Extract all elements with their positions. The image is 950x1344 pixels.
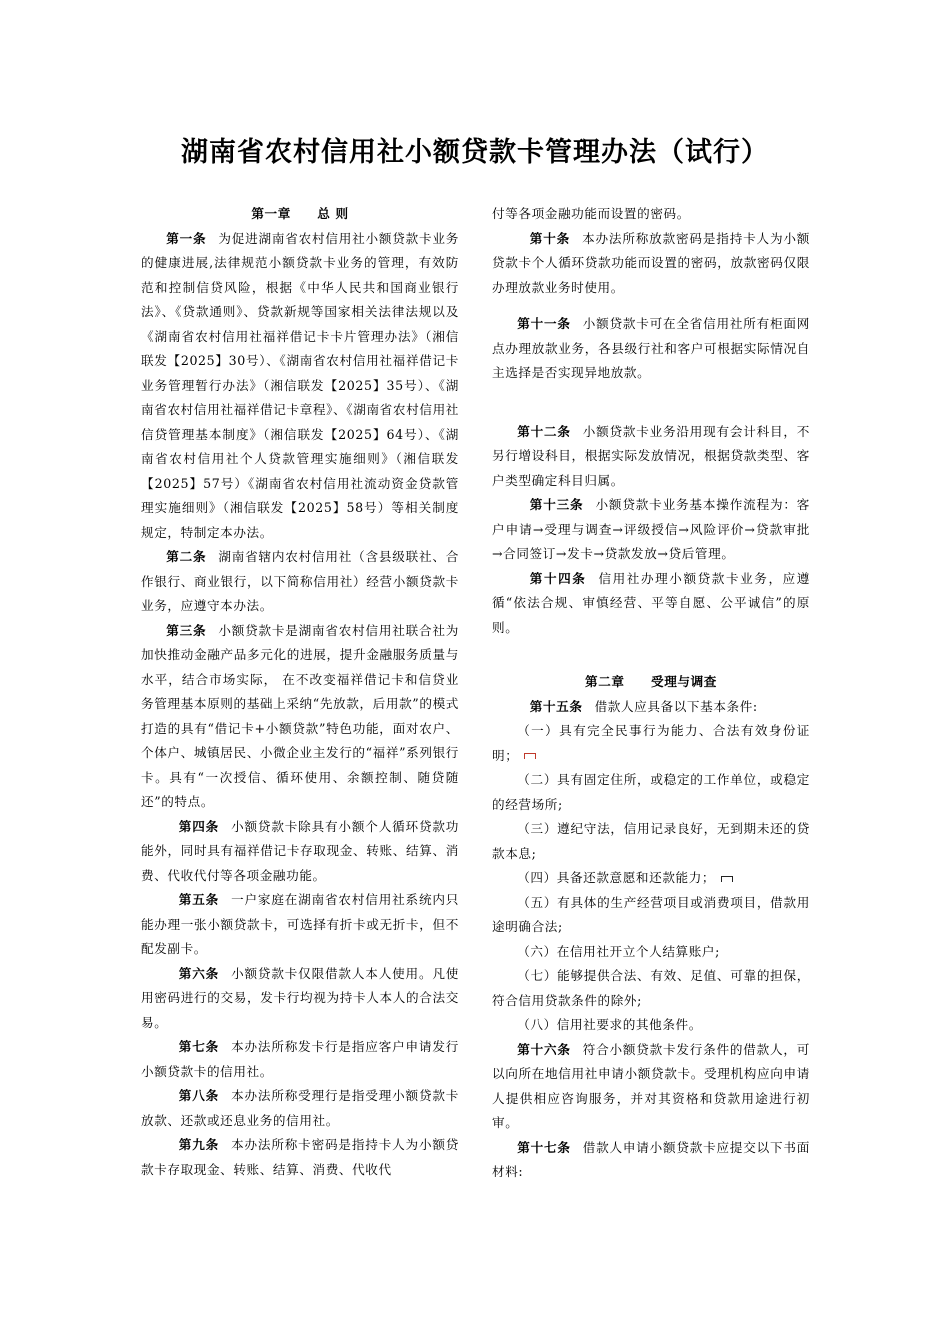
article-7 [141, 1035, 459, 1084]
condition-5: （五）有具体的生产经营项目或消费项目，借款用途明确合法; [492, 894, 810, 934]
article-12 [492, 420, 810, 494]
article-9-continued: 付等各项金融功能而设置的密码。 [492, 206, 690, 221]
article-label: 第一条 [166, 230, 207, 246]
article-label: 第七条 [178, 1039, 220, 1054]
condition-3: （三）遵纪守法，信用记录良好，无到期未还的贷款本息; [492, 821, 810, 861]
article-text: 小额贷款卡业务沿用现有会计科目，不另行增设科目，根据实际发放情况，根据贷款类型、客户类型确定科目归属。 [492, 423, 810, 488]
article-label: 第十二条 [517, 423, 571, 439]
article-label: 第十五条 [529, 698, 583, 714]
article-8 [141, 1084, 459, 1133]
article-label: 第十一条 [517, 316, 571, 331]
article-label: 第十条 [529, 230, 571, 246]
edit-mark-icon [524, 753, 536, 759]
article-text: 本办法所称发卡行是指应客户申请发行小额贷款卡的信用社。 [141, 1039, 459, 1079]
right-column [492, 202, 810, 1185]
article-13 [492, 493, 810, 567]
article-16 [492, 1038, 810, 1136]
chapter-heading: 第二章 受理与调查 [585, 674, 717, 689]
article-text: 湖南省辖内农村信用社（含县级联社、合作银行、商业银行，以下简称信用社）经营小额贷款卡业务，应遵守本办法。 [141, 549, 459, 613]
article-text: 本办法所称受理行是指受理小额贷款卡放款、还款或还息业务的信用社。 [141, 1088, 459, 1128]
article-label: 第四条 [178, 818, 220, 834]
article-label: 第九条 [178, 1137, 220, 1152]
article-text: 借款人应具备以下基本条件: [594, 698, 758, 714]
article-label: 第八条 [178, 1088, 220, 1103]
article-text: 一户家庭在湖南省农村信用社系统内只能办理一张小额贷款卡，可选择有折卡或无折卡，但不配发副卡。 [141, 892, 459, 956]
article-text: 本办法所称卡密码是指持卡人为小额贷款卡存取现金、转账、结算、消费、代收代 [141, 1137, 459, 1177]
article-14 [492, 567, 810, 641]
article-text: 小额贷款卡是湖南省农村信用社联合社为加快推动金融产品多元化的进展，提升金融服务质量与水平，结合市场实际， 在不改变福祥借记卡和信贷业务管理基本原则的基础上采纳“先放款，后用款”的模式打造的具有“借记卡+小额贷款”特色功能，面对农户、个体户、城镇居民、小微企业主发行的“福祥”系列银行卡。具有“一次授信、循环使用、余额控制、随贷随还”的特点。 [141, 622, 459, 809]
article-label: 第三条 [166, 622, 207, 638]
document-title: 湖南省农村信用社小额贷款卡管理办法（试行） [181, 137, 769, 168]
article-9 [141, 1133, 459, 1182]
article-text: 信用社办理小额贷款卡业务，应遵循“依法合规、审慎经营、平等自愿、公平诚信”的原则。 [492, 570, 810, 635]
article-text: 借款人申请小额贷款卡应提交以下书面材料: [492, 1139, 810, 1179]
article-text: 小额贷款卡业务基本操作流程为：客户申请→受理与调查→评级授信→风险评价→贷款审批→合同签订→发卡→贷款发放→贷后管理。 [492, 497, 810, 561]
edit-mark-icon [721, 876, 733, 882]
article-3 [141, 619, 459, 815]
article-17 [492, 1136, 810, 1185]
condition-8: （八）信用社要求的其他条件。 [517, 1017, 702, 1032]
condition-2: （二）具有固定住所，或稳定的工作单位，或稳定的经营场所; [492, 772, 810, 812]
article-4 [141, 815, 459, 889]
article-label: 第十六条 [517, 1041, 571, 1057]
article-label: 第十七条 [517, 1139, 571, 1155]
article-label: 第五条 [178, 892, 220, 907]
article-text: 小额贷款卡可在全省信用社所有柜面网点办理放款业务，各县级行社和客户可根据实际情况自主选择是否实现异地放款。 [492, 316, 810, 380]
condition-1 [492, 719, 810, 768]
article-text: 为促进湖南省农村信用社小额贷款卡业务的健康进展,法律规范小额贷款卡业务的管理，有效防范和控制信贷风险，根据《中华人民共和国商业银行法》、《贷款通则》、贷款新规等国家相关法律法规以及《湖南省农村信用社福祥借记卡卡片管理办法》（湘信联发【2025】30号）、《湖南省农村信用社福祥借记卡业务管理暂行办法》（湘信联发【2025】35号）、《湖南省农村信用社福祥借记卡章程》、《湖南省农村信用社信贷管理基本制度》（湘信联发【2025】64号）、《湖南省农村信用社个人贷款管理实施细则》（湘信联发【2025】57号）《湖南省农村信用社流动资金贷款管理实施细则》（湘信联发【2025】58号）等相关制度规定，特制定本办法。 [141, 230, 459, 540]
article-15 [492, 695, 810, 720]
article-text: 本办法所称放款密码是指持卡人为小额贷款卡个人循环贷款功能而设置的密码，放款密码仅限办理放款业务时使用。 [492, 230, 810, 295]
article-11 [492, 312, 810, 386]
condition-6: （六）在信用社开立个人结算账户; [517, 943, 720, 959]
condition-text: （一）具有完全民事行为能力、合法有效身份证明； [492, 723, 810, 763]
article-label: 第十四条 [529, 570, 587, 586]
article-10 [492, 227, 810, 301]
article-label: 第二条 [166, 549, 207, 564]
condition-7: （七）能够提供合法、有效、足值、可靠的担保，符合信用贷款条件的除外; [492, 968, 810, 1008]
article-6 [141, 962, 459, 1036]
article-1 [141, 227, 459, 546]
article-text: 小额贷款卡仅限借款人本人使用。凡使用密码进行的交易，发卡行均视为持卡人本人的合法交易。 [141, 965, 459, 1030]
article-5 [141, 888, 459, 962]
article-label: 第十三条 [529, 497, 584, 512]
left-column [141, 202, 459, 1182]
article-label: 第六条 [178, 965, 220, 981]
condition-text: （四）具备还款意愿和还款能力； [517, 870, 716, 885]
article-text: 小额贷款卡除具有小额个人循环贷款功能外，同时具有福祥借记卡存取现金、转账、结算、消费、代收代付等各项金融功能。 [141, 818, 459, 883]
article-text: 符合小额贷款卡发行条件的借款人，可以向所在地信用社申请小额贷款卡。受理机构应向申请人提供相应咨询服务，并对其资格和贷款用途进行初审。 [492, 1041, 810, 1130]
condition-4 [492, 866, 810, 891]
chapter-heading: 第一章 总 则 [251, 206, 349, 221]
article-2 [141, 545, 459, 619]
